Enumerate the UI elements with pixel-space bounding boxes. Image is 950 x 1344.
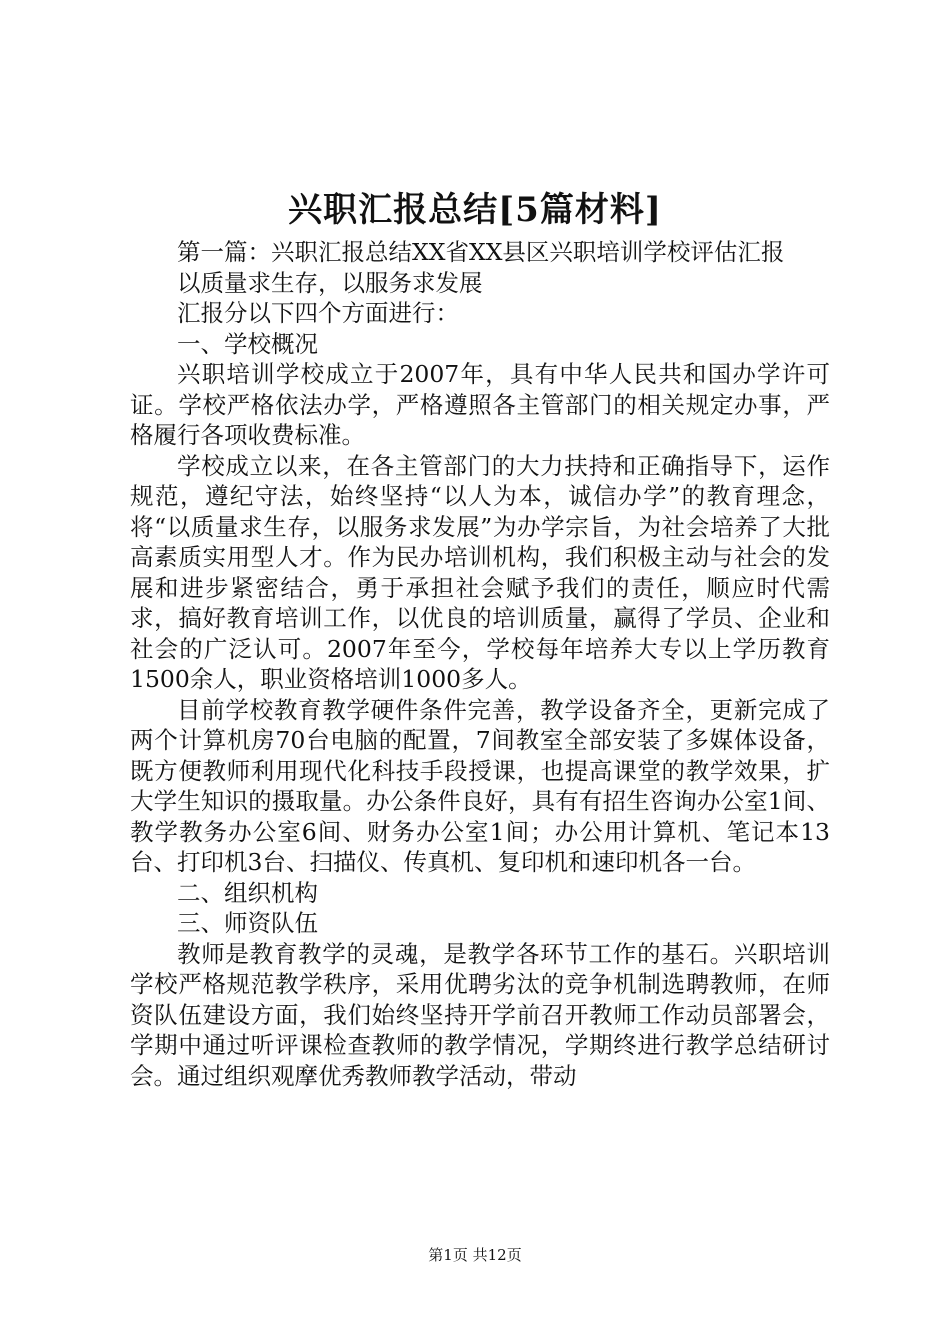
paragraph-school-founding: 兴职培训学校成立于2007年，具有中华人民共和国办学许可证。学校严格依法办学，严格遵照各主管部门的相关规定办事，严格履行各项收费标准。 [130,360,830,449]
paragraph-faculty: 教师是教育教学的灵魂，是教学各环节工作的基石。兴职培训学校严格规范教学秩序，采用优聘劣汰的竞争机制选聘教师，在师资队伍建设方面，我们始终坚持开学前召开教师工作动员部署会，学期中通过听评课检查教师的教学情况，学期终进行教学总结研讨会。通过组织观摩优秀教师教学活动，带动 [130,939,830,1090]
document-title: 兴职汇报总结[5篇材料] [288,190,662,230]
page-footer: 第1页 共12页 [428,1246,522,1264]
section-heading-faculty: 三、师资队伍 [177,909,318,937]
paragraph-motto: 以质量求生存，以服务求发展 [177,268,483,297]
document-body [130,237,830,1091]
section-heading-organization: 二、组织机构 [177,878,318,907]
paragraph-heading-part-one: 第一篇：兴职汇报总结XX省XX县区兴职培训学校评估汇报 [177,238,785,266]
paragraph-school-facilities: 目前学校教育教学硬件条件完善，教学设备齐全，更新完成了两个计算机房70台电脑的配置，7间教室全部安装了多媒体设备，既方便教师利用现代化科技手段授课，也提高课堂的教学效果，扩大学生知识的摄取量。办公条件良好，具有有招生咨询办公室1间、教学教务办公室6间、财务办公室1间；办公用计算机、笔记本13台、打印机3台、扫描仪、传真机、复印机和速印机各一台。 [130,695,830,876]
paragraph-school-development: 学校成立以来，在各主管部门的大力扶持和正确指导下，运作规范，遵纪守法，始终坚持“以人为本，诚信办学”的教育理念，将“以质量求生存，以服务求发展”为办学宗旨，为社会培养了大批高素质实用型人才。作为民办培训机构，我们积极主动与社会的发展和进步紧密结合，勇于承担社会赋予我们的责任，顺应时代需求，搞好教育培训工作，以优良的培训质量，赢得了学员、企业和社会的广泛认可。2007年至今，学校每年培养大专以上学历教育1500余人，职业资格培训1000多人。 [130,451,830,693]
section-heading-school-overview: 一、学校概况 [177,329,318,358]
paragraph-report-outline: 汇报分以下四个方面进行： [177,299,459,327]
